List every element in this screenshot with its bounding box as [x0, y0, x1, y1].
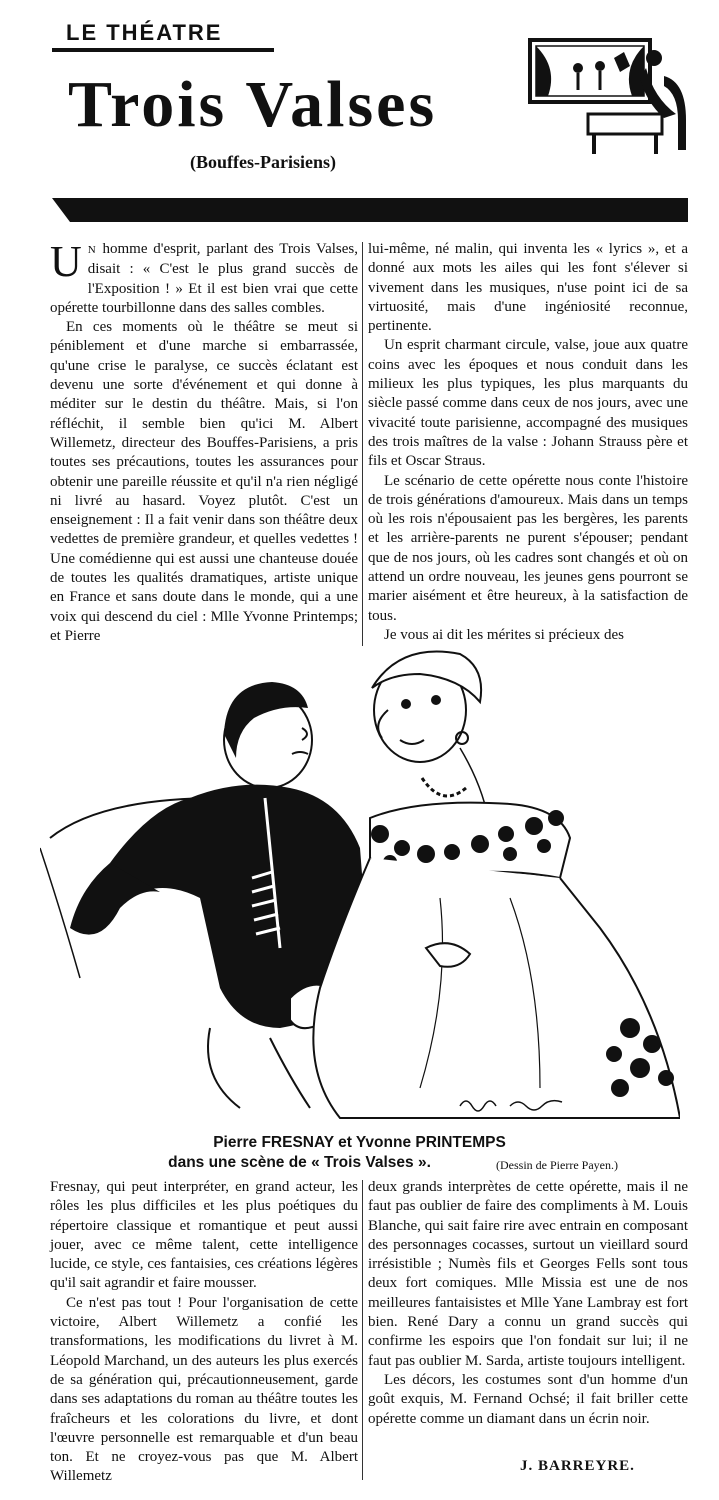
paragraph-9: deux grands interprètes de cette opérette, mais il ne faut pas oublier de faire des compliments à M. Louis Blanche, qui sait faire rire avec entrain en composant des personnages cocasses, surtout un vieillard sourd irrésistible ; Numès fils et Georges Fells sont tous deux fort comiques. Mlle Missia est une de nos meilleures fantaisistes et Mlle Yane Lambray est fort bien. René Dary a connu un grand succès qui confirme les espoirs que l'on fondait sur lui; il ne faut pas oublier M. Sarda, artiste toujours intelligent.	[368, 1179, 688, 1369]
column-divider-bottom	[362, 1180, 363, 1480]
section-rule	[52, 48, 274, 52]
paragraph-2: En ces moments où le théâtre se meut si péniblement et d'une marche si embarrassée, qu'une crise le paralyse, ce succès éclatant est devenu une sorte d'événement et qui donne à méditer sur le destin du théâtre. Mais, si l'on réfléchit, il semble bien qu'ici M. Albert Willemetz, directeur des Bouffes-Parisiens, a pris toutes ses précautions, toutes les assurances pour obtenir une pareille réussite et qu'il n'a rien négligé ni livré au hasard. Voyez plutôt. C'est un enseignement : Il a fait venir dans son théâtre deux vedettes de première grandeur, et quelles vedettes ! Une comédienne qui est aussi une chanteuse douée de toutes les qualités dramatiques, artiste unique en France et sans doute dans le monde, qui a une voix qui descend du ciel : Mlle Yvonne Printemps; et Pierre	[50, 319, 358, 644]
paragraph-3: lui-même, né malin, qui inventa les « lyrics », et a donné aux mots les ailes qui les font s'élever si vivement dans les musiques, n'use point ici de sa virtuosité, mais d'une ingéniosité reconnue, pertinente.	[368, 241, 688, 335]
paragraph-10: Les décors, les costumes sont d'un homme d'un goût exquis, M. Fernand Ochsé; il fait briller cette opérette comme un diamant dans un écrin noir.	[368, 1371, 688, 1427]
section-label: LE THÉATRE	[66, 20, 223, 45]
lead-smallcaps: N	[87, 244, 97, 256]
illustration-credit: (Dessin de Pierre Payen.)	[496, 1158, 618, 1172]
article-column-bottom-right	[368, 1178, 688, 1429]
paragraph-1	[50, 237, 358, 318]
column-divider-top	[362, 242, 363, 646]
theatre-stage-icon	[528, 28, 698, 158]
article-subtitle: (Bouffes-Parisiens)	[190, 152, 336, 172]
paragraph-7: Fresnay, qui peut interpréter, en grand acteur, les rôles les plus difficiles et les plus poétiques du répertoire classique et romantique et peut aussi jouer, avec ce même talent, cette intelligence lucide, ce style, ces fantaisies, ces créations légères qu'il sait agrandir et faire mousser.	[50, 1179, 358, 1292]
author-signature: J. BARREYRE.	[520, 1458, 635, 1474]
paragraph-4: Un esprit charmant circule, valse, joue aux quatre coins avec les époques et nous conduit dans les milieux les plus typiques, les plus marquants du siècle passé comme dans ceux de nos jours, avec une vivacité toute parisienne, accompagné des musiques des trois maîtres de la valse : Johann Strauss père et fils et Oscar Straus.	[368, 337, 688, 470]
fresnay-printemps-drawing	[40, 648, 680, 1128]
illustration-caption-line-2: dans une scène de « Trois Valses ».	[168, 1154, 431, 1171]
article-column-top-right	[368, 240, 688, 645]
header-banner	[52, 198, 688, 222]
article-column-top-left	[50, 237, 358, 646]
article-title: Trois Valses	[68, 68, 438, 141]
drop-cap: U	[50, 237, 82, 286]
article-column-bottom-left	[50, 1178, 358, 1487]
paragraph-1-text: homme d'esprit, parlant des Trois Valses, disait : « C'est le plus grand succès de l'Exposition ! » Et il est bien vrai que cette opérette tourbillonne dans des salles combles.	[50, 241, 358, 316]
paragraph-6: Je vous ai dit les mérites si précieux des	[384, 626, 624, 643]
illustration-caption-line-1: Pierre FRESNAY et Yvonne PRINTEMPS	[213, 1134, 506, 1151]
paragraph-8: Ce n'est pas tout ! Pour l'organisation de cette victoire, Albert Willemetz a confié les transformations, les modifications du livret à M. Léopold Marchand, un des auteurs les plus exercés de sa génération qui, précautionneusement, garde dans ses adaptations du roman au théâtre toutes les fraîcheurs et les colorations du livre, et dont l'œuvre personnelle est remarquable et d'un beau ton. Et ne croyez-vous pas que M. Albert Willemetz	[50, 1294, 358, 1485]
paragraph-5: Le scénario de cette opérette nous conte l'histoire de trois générations d'amoureux. Mais dans un temps où les rois n'épousaient pas les bergères, les parents et les arrière-parents ne purent s'épouser; pendant que de nos jours, où les cadres sont changés et où on attend un ordre nouveau, les jeunes gens pourront se marier aisément et être heureux, à la satisfaction de tous.	[368, 472, 688, 624]
